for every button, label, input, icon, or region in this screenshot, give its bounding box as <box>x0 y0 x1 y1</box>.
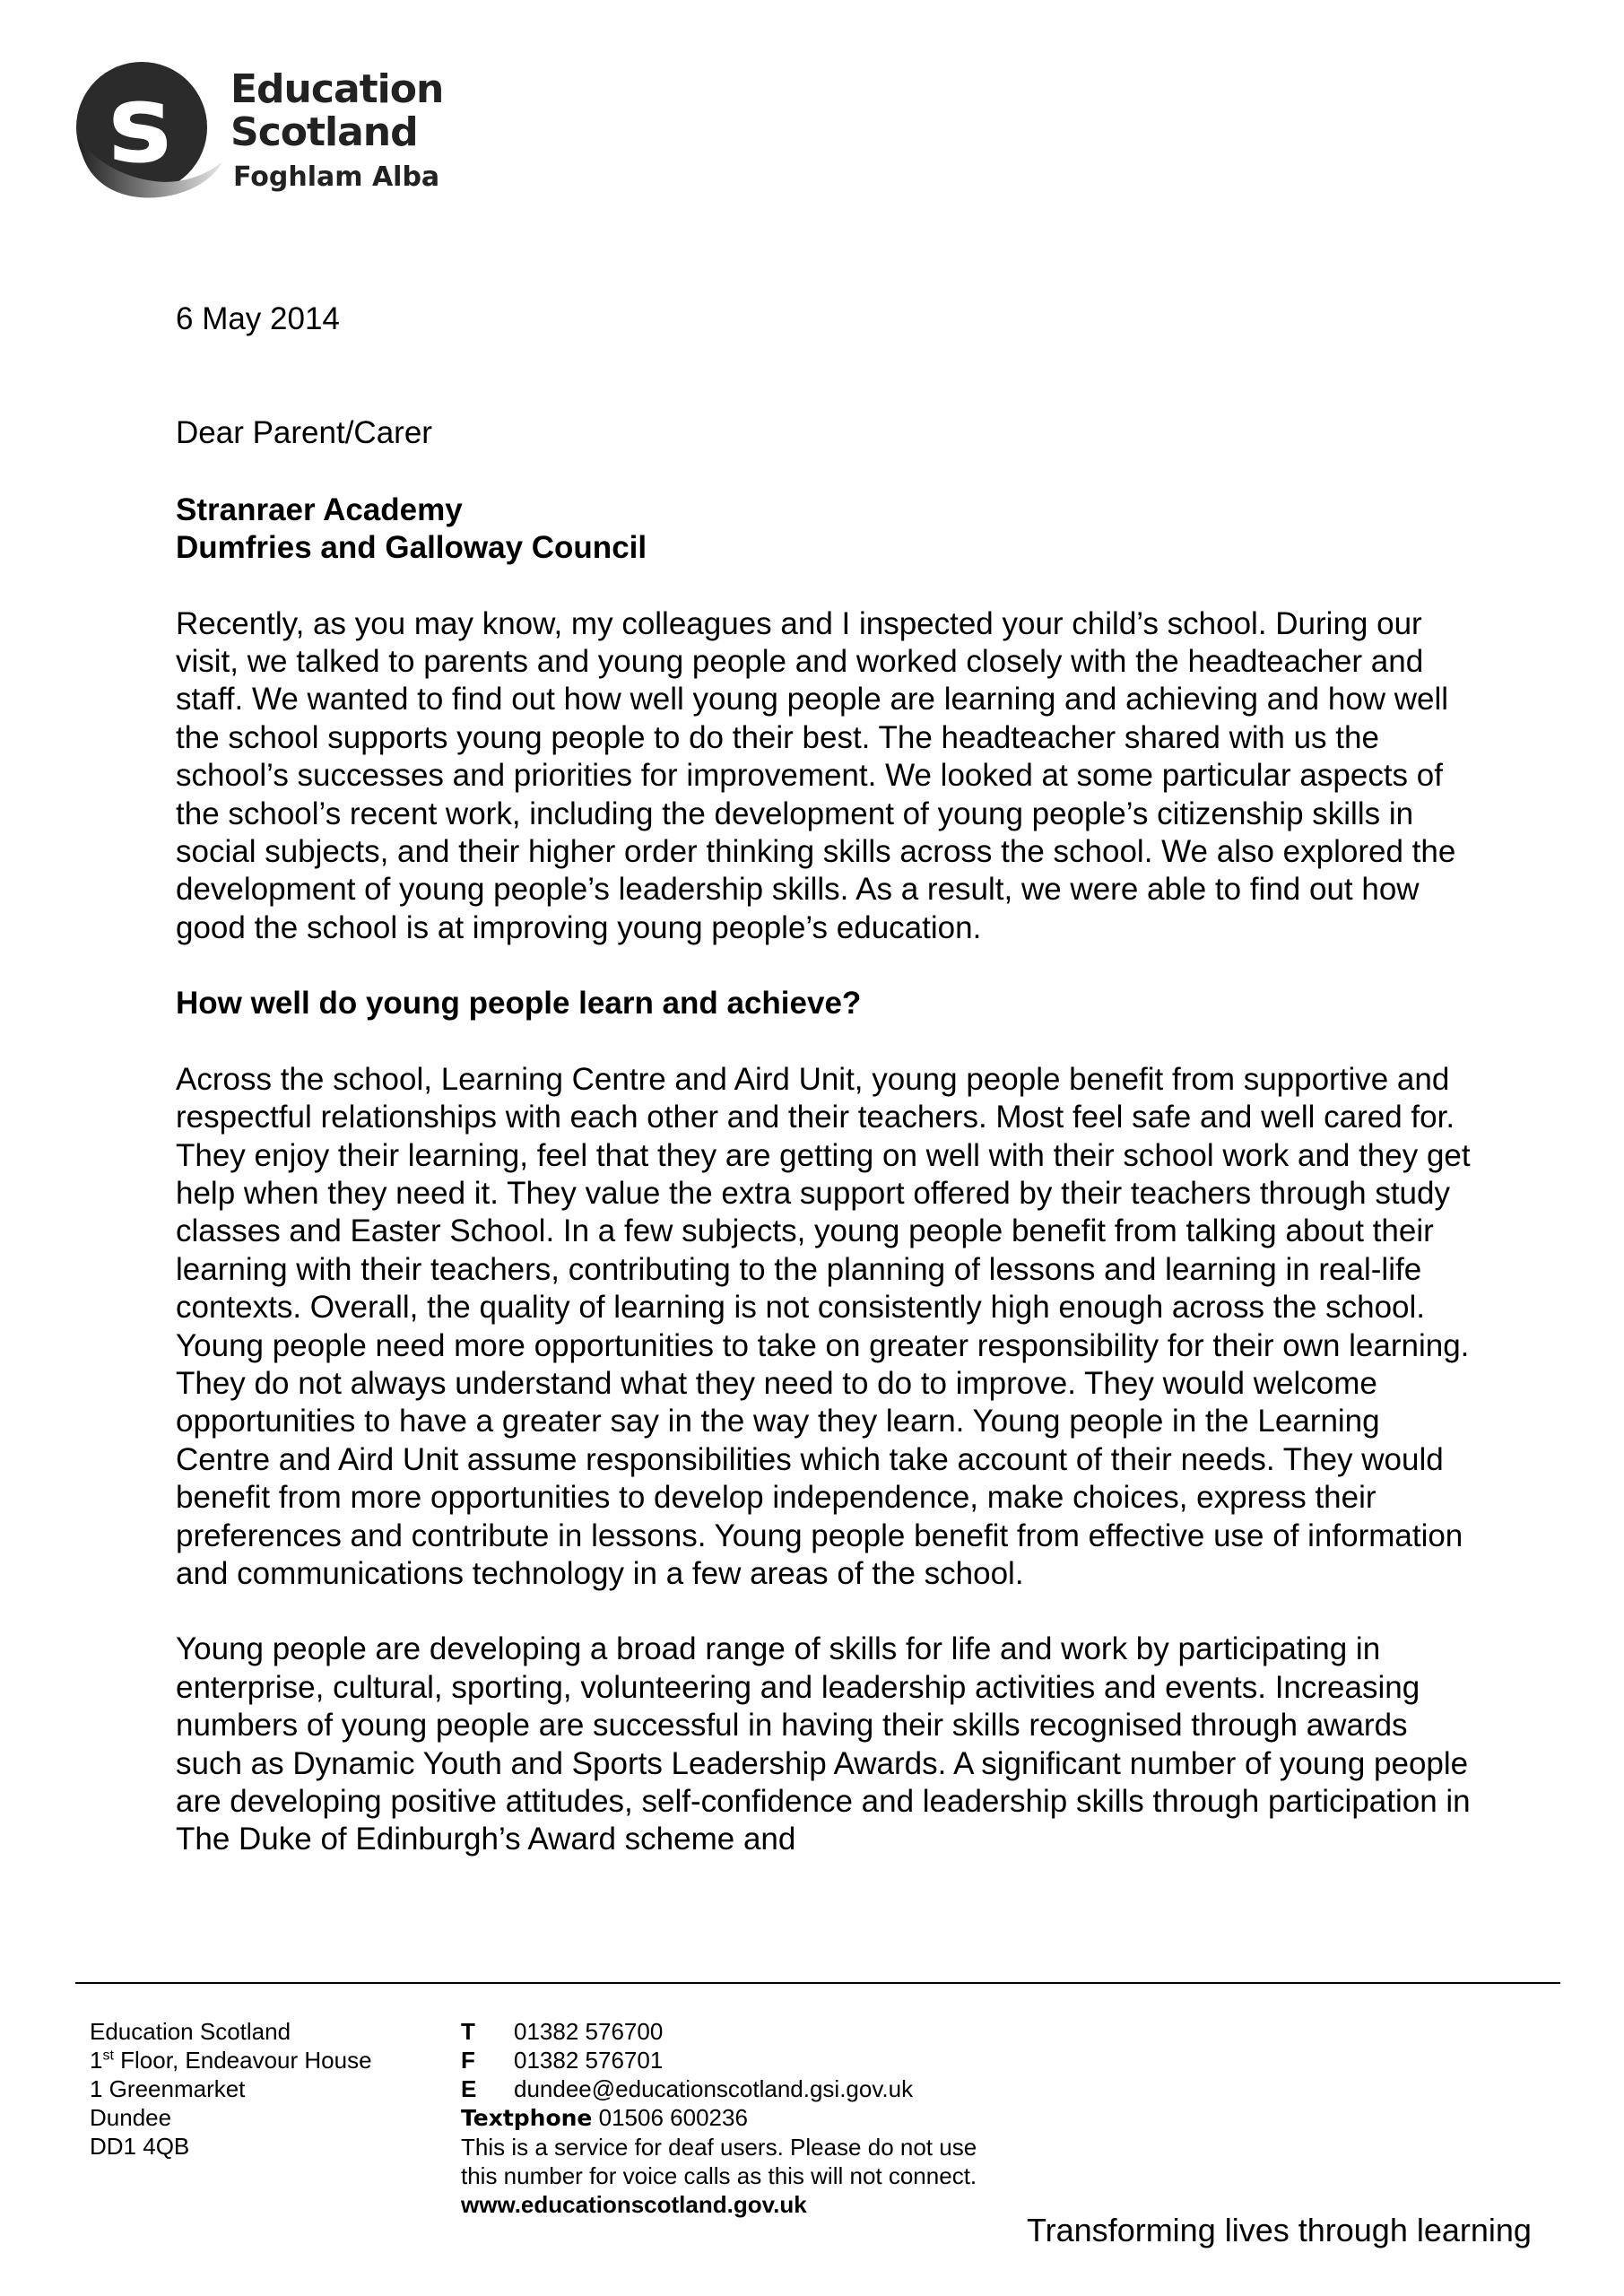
telephone-row <box>461 2017 999 2046</box>
section-heading: How well do young people learn and achieve? <box>176 986 862 1022</box>
intro-paragraph: Recently, as you may know, my colleagues and I inspected your child’s school. During our visit, we talked to parents and young people and worked closely with the headteacher and staff. We wanted to find out how well young people are learning and achieving and how well the school supports young people to do their best. The headteacher shared with us the school’s successes and priorities for improvement. We looked at some particular aspects of the school’s recent work, including the development of young people’s citizenship skills in social subjects, and their higher order thinking skills across the school. We also explored the development of young people’s leadership skills. As a result, we were able to find out how good the school is at improving young people’s education. <box>176 605 1456 945</box>
telephone-number: 01382 576700 <box>514 2018 664 2045</box>
school-name: Stranraer Academy <box>176 491 463 527</box>
address-floor <box>90 2046 448 2074</box>
address-street: 1 Greenmarket <box>90 2075 246 2102</box>
floor-suffix: st <box>102 2048 114 2064</box>
textphone-number: 01506 600236 <box>598 2104 748 2131</box>
address-city: Dundee <box>90 2104 172 2131</box>
footer-address <box>90 2017 448 2161</box>
email-row <box>461 2074 999 2103</box>
fax-row <box>461 2046 999 2074</box>
paragraph-learning: Across the school, Learning Centre and Aird Unit, young people benefit from supportive and respectful relationships with each other and their teachers. Most feel safe and well cared for. They enjoy their learning, feel that they are getting on well with their school work and they get help when they need it. They value the extra support offered by their teachers through study classes and Easter School. In a few subjects, young people benefit from talking about their learning with their teachers, contributing to the planning of lessons and learning in real-life contexts. Overall, the quality of learning is not consistently high enough across the school. Young people need more opportunities to take on greater responsibility for their own learning. They do not always understand what they need to do to improve. They would welcome opportunities to have a greater say in the way they learn. Young people in the Learning Centre and Aird Unit assume responsibilities which take account of their needs. They would benefit from more opportunities to develop independence, make choices, express their preferences and contribute in lessons. Young people benefit from effective use of information and communications technology in a few areas of the school. <box>176 1061 1471 1591</box>
floor-rest: Floor, Endeavour House <box>113 2047 372 2074</box>
website-link[interactable]: www.educationscotland.gov.uk <box>461 2191 807 2218</box>
email-link[interactable]: dundee@educationscotland.gsi.gov.uk <box>514 2075 914 2102</box>
floor-number: 1 <box>90 2047 103 2074</box>
svg-text:s: s <box>108 63 172 187</box>
fax-number: 01382 576701 <box>514 2047 664 2074</box>
logo-text-scotland: Scotland <box>230 109 418 155</box>
tagline: Transforming lives through learning <box>1027 2212 1532 2248</box>
address-postcode: DD1 4QB <box>90 2133 190 2160</box>
salutation: Dear Parent/Carer <box>176 415 432 451</box>
textphone-row <box>461 2103 999 2133</box>
fax-label: F <box>461 2047 475 2074</box>
council-name: Dumfries and Galloway Council <box>176 530 647 566</box>
textphone-label: Textphone <box>461 2105 593 2131</box>
paragraph-skills: Young people are developing a broad range of skills for life and work by participating in enterprise, cultural, sporting, volunteering and leadership activities and events. Increasing numbers of young people are successful in having their skills recognised through awards such as Dynamic Youth and Sports Leadership Awards. A significant number of young people are developing positive attitudes, self-confidence and leadership skills through participation in The Duke of Edinburgh’s Award scheme and <box>176 1631 1471 1857</box>
footer-divider <box>75 1982 1560 1984</box>
telephone-label: T <box>461 2018 475 2045</box>
address-organisation: Education Scotland <box>90 2018 291 2045</box>
letter-date: 6 May 2014 <box>176 301 340 336</box>
logo-text-education: Education <box>230 66 444 112</box>
education-scotland-logo <box>72 61 448 213</box>
letter-body <box>176 300 1476 1859</box>
textphone-note: This is a service for deaf users. Please do not use this number for voice calls as this will not connect. <box>461 2134 977 2189</box>
email-label: E <box>461 2075 477 2102</box>
footer-contact <box>461 2017 999 2219</box>
logo-text-foghlam-alba: Foghlam Alba <box>233 161 440 193</box>
logo-mark-icon <box>72 61 224 204</box>
